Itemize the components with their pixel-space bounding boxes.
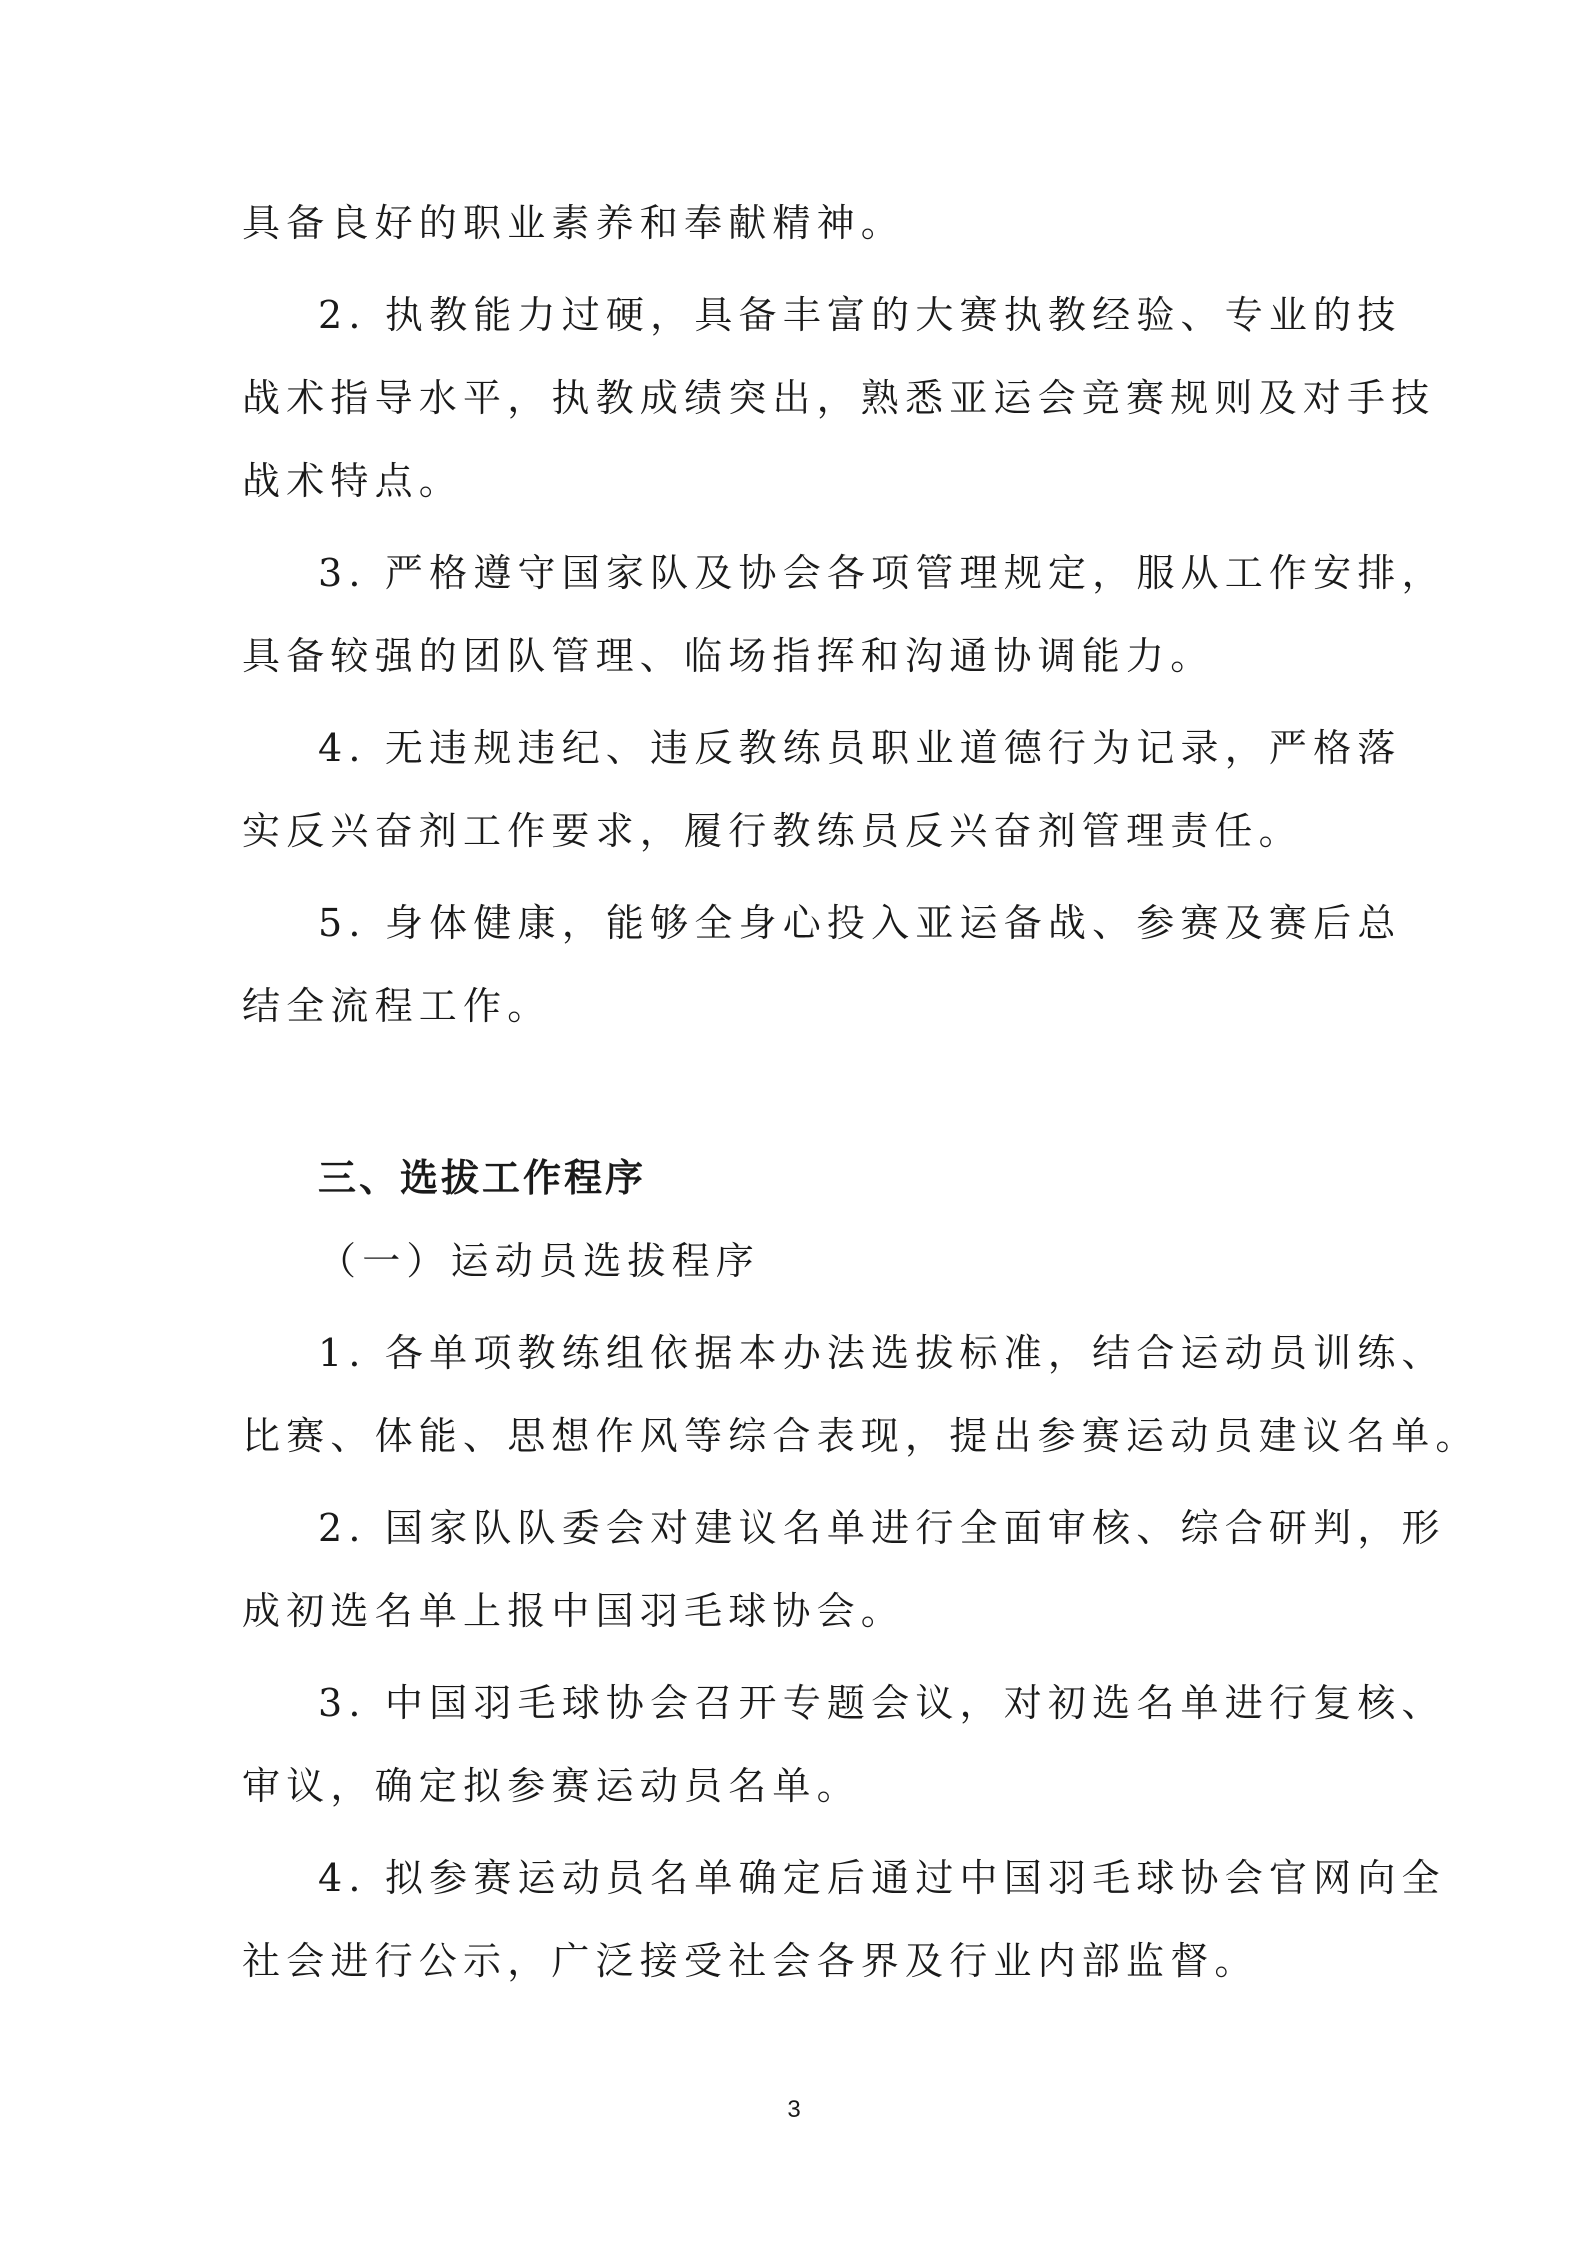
paragraph-line: 3. 中国羽毛球协会召开专题会议，对初选名单进行复核、	[318, 1681, 1446, 1725]
paragraph-line: 2. 国家队队委会对建议名单进行全面审核、综合研判，形	[318, 1506, 1446, 1550]
paragraph-line: 4. 拟参赛运动员名单确定后通过中国羽毛球协会官网向全	[318, 1856, 1446, 1900]
paragraph-line: 成初选名单上报中国羽毛球协会。	[242, 1589, 906, 1633]
paragraph-line: 比赛、体能、思想作风等综合表现，提出参赛运动员建议名单。	[242, 1414, 1480, 1458]
section-heading: 三、选拔工作程序	[318, 1156, 647, 1200]
page-number: 3	[787, 2096, 801, 2123]
paragraph-line: 4. 无违规违纪、违反教练员职业道德行为记录，严格落	[318, 726, 1402, 770]
paragraph-line: 3. 严格遵守国家队及协会各项管理规定，服从工作安排，	[318, 551, 1446, 595]
paragraph-line: 审议，确定拟参赛运动员名单。	[242, 1764, 861, 1808]
paragraph-line: 战术指导水平，执教成绩突出，熟悉亚运会竞赛规则及对手技	[242, 376, 1436, 420]
paragraph-line: 结全流程工作。	[242, 984, 552, 1028]
subsection-heading: （一）运动员选拔程序	[318, 1239, 761, 1283]
paragraph-line: 实反兴奋剂工作要求，履行教练员反兴奋剂管理责任。	[242, 809, 1303, 853]
paragraph-line: 具备较强的团队管理、临场指挥和沟通协调能力。	[242, 634, 1215, 678]
paragraph-line: 具备良好的职业素养和奉献精神。	[242, 201, 906, 245]
paragraph-line: 社会进行公示，广泛接受社会各界及行业内部监督。	[242, 1939, 1259, 1983]
paragraph-line: 2. 执教能力过硬，具备丰富的大赛执教经验、专业的技	[318, 293, 1402, 337]
paragraph-line: 1. 各单项教练组依据本办法选拔标准，结合运动员训练、	[318, 1331, 1446, 1375]
paragraph-line: 战术特点。	[242, 459, 464, 503]
paragraph-line: 5. 身体健康，能够全身心投入亚运备战、参赛及赛后总	[318, 901, 1402, 945]
